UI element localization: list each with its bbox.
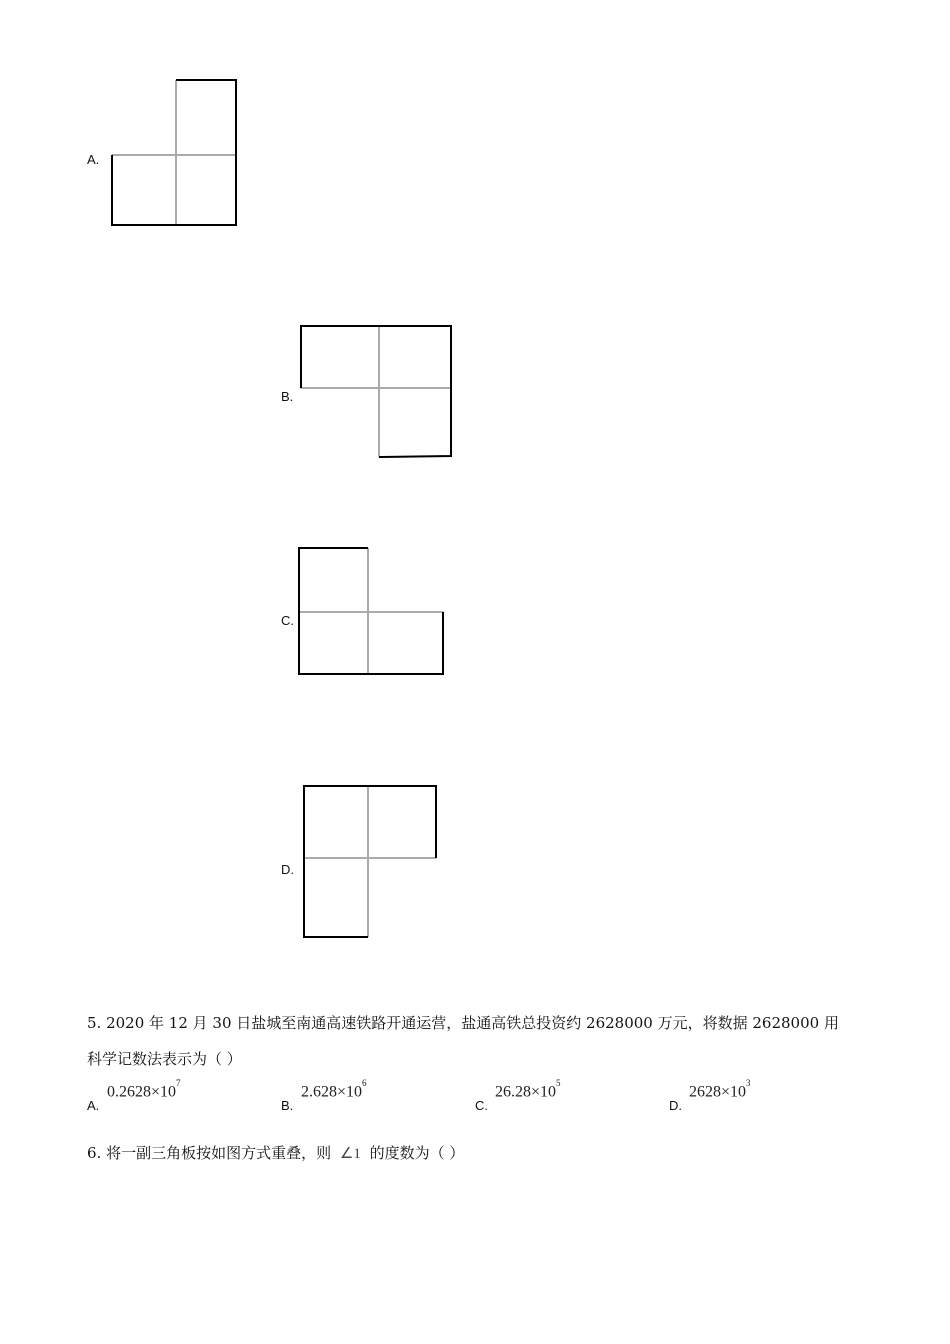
choice-letter: A. [87, 1098, 100, 1113]
question-5-line-1: 5. 2020 年 12 月 30 日盐城至南通高速铁路开通运营，盐通高铁总投资约 2628000 万元，将数据 2628000 用 [87, 1014, 839, 1032]
question-6-prefix: 6. 将一副三角板按如图方式重叠，则 [87, 1144, 332, 1162]
choice-expression: $2628\times 10^3$ [689, 1078, 751, 1101]
net-figure-d [302, 784, 440, 940]
net-figure-b [299, 324, 455, 460]
option-d-label: D. [281, 862, 294, 877]
choice-expression: $26.28\times 10^5$ [495, 1078, 561, 1101]
question-6-line [87, 1142, 464, 1163]
choice-expression: $2.628\times 10^6$ [301, 1078, 367, 1101]
choice-letter: B. [281, 1098, 294, 1113]
question-5-line-2: 科学记数法表示为（ ） [87, 1050, 242, 1068]
option-a-label: A. [87, 152, 100, 167]
option-b-label: B. [281, 389, 294, 404]
option-c-label: C. [281, 613, 294, 628]
choice-letter: C. [475, 1098, 488, 1113]
angle-symbol: ∠1 [339, 1146, 361, 1162]
net-figure-c [297, 546, 447, 678]
choice-letter: D. [669, 1098, 682, 1113]
net-figure-a [110, 78, 240, 228]
choice-expression: $0.2628\times 10^7$ [107, 1078, 181, 1101]
question-6-suffix: 的度数为（ ） [369, 1144, 465, 1162]
